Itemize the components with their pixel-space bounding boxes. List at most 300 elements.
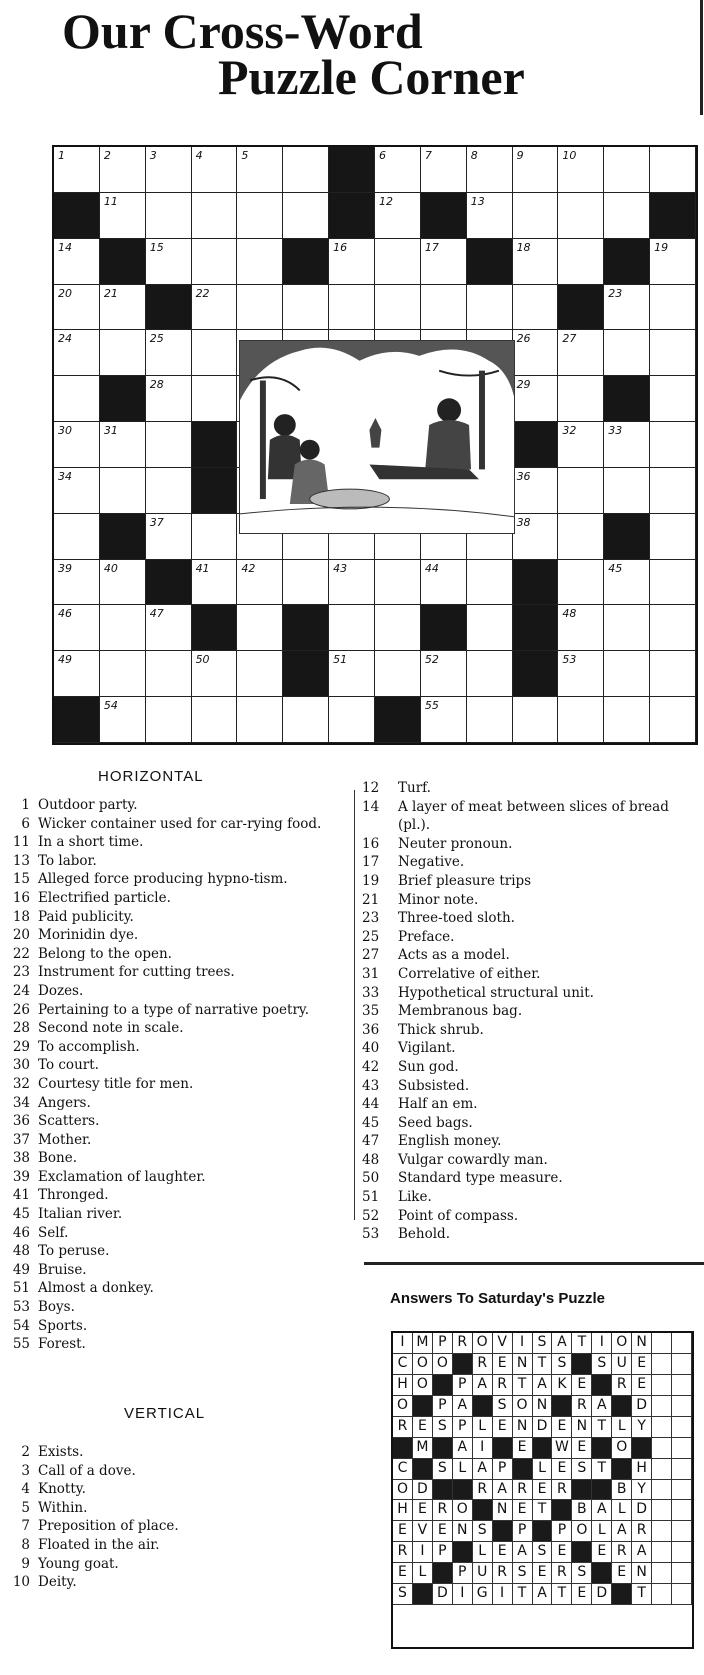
grid-cell [558,193,604,239]
grid-cell [237,560,283,606]
grid-cell [513,422,559,468]
grid-cell [513,239,559,285]
grid-cell [375,697,421,743]
answer-cell: N [632,1563,652,1584]
answer-cell: E [632,1375,652,1396]
grid-cell [283,239,329,285]
answer-cell: P [453,1417,473,1438]
answer-cell [433,1563,453,1584]
clue-item [0,1480,322,1499]
clue-num: 20 [12,927,30,944]
clue-item [0,1443,322,1462]
clue-number: 43 [333,561,348,575]
clue-number: 1 [58,149,65,162]
clue-number: 16 [333,240,348,254]
grid-cell [329,193,375,239]
clue-num: 39 [12,1168,30,1185]
answer-cell [652,1354,672,1375]
clue-num: 29 [12,1038,30,1055]
grid-cell [283,651,329,697]
answers-rule [364,1262,704,1265]
answer-cell [672,1500,692,1521]
grid-cell [604,422,650,468]
answer-cell: O [612,1333,632,1354]
answer-cell [652,1563,672,1584]
clue-text: Wicker container used for car-rying food. [38,815,322,832]
grid-cell [100,376,146,422]
grid-cell [513,605,559,651]
clue-text: Seed bags. [398,1114,473,1131]
clue-num: 26 [12,1001,30,1018]
grid-cell [146,422,192,468]
answer-cell: P [493,1459,513,1480]
clue-item [0,1149,322,1168]
grid-cell [467,239,513,285]
answer-cell [572,1480,592,1501]
clue-num: 14 [362,798,380,815]
grid-cell [54,651,100,697]
clue-number: 19 [654,240,669,254]
grid-cell [192,605,238,651]
answer-cell: W [552,1438,572,1459]
clue-num: 36 [12,1113,30,1130]
clue-text: Alleged force producing hypno-tism. [38,871,288,888]
grid-cell [467,697,513,743]
grid-cell [558,239,604,285]
answer-cell [672,1584,692,1605]
answer-cell [453,1542,473,1563]
clue-number: 22 [195,286,210,300]
clue-item [0,1168,322,1187]
answer-cell [652,1333,672,1354]
answer-cell: L [592,1521,612,1542]
grid-cell [513,193,559,239]
clue-num: 8 [21,1536,30,1553]
clue-num: 5 [21,1499,30,1516]
answer-cell: P [513,1521,533,1542]
clue-item [0,852,322,871]
answer-cell [672,1354,692,1375]
clue-num: 28 [12,1020,30,1037]
grid-cell [192,651,238,697]
clue-item [0,1317,322,1336]
answer-cell: L [533,1459,553,1480]
clue-text: To peruse. [38,1243,110,1260]
clue-item [362,853,704,872]
answers-grid [391,1331,694,1649]
answer-cell: V [493,1333,513,1354]
answer-cell [433,1375,453,1396]
clue-text: Vigilant. [398,1040,456,1057]
clue-number: 50 [195,653,210,667]
clue-text: Boys. [38,1299,75,1316]
grid-cell [604,285,650,331]
grid-cell [604,376,650,422]
clue-num: 27 [362,947,380,964]
grid-cell [192,560,238,606]
answer-cell [413,1584,433,1605]
grid-cell [375,605,421,651]
column-divider [354,790,355,1220]
grid-cell [283,193,329,239]
clue-text: In a short time. [38,834,144,851]
clue-number: 15 [149,240,164,254]
clue-text: Electrified particle. [38,889,171,906]
clue-item [0,1261,322,1280]
grid-cell [558,330,604,376]
grid-cell [604,560,650,606]
grid-cell [329,147,375,193]
clue-text: Italian river. [38,1206,123,1223]
answer-cell: P [552,1521,572,1542]
answer-cell: R [552,1480,572,1501]
clue-number: 51 [333,653,348,667]
clue-text: Membranous bag. [398,1003,523,1020]
grid-cell [375,560,421,606]
clue-item [0,908,322,927]
answer-cell: A [552,1333,572,1354]
clue-item [362,1095,704,1114]
answer-cell: L [612,1417,632,1438]
clue-number: 30 [58,424,72,438]
grid-cell [146,285,192,331]
answer-cell: A [592,1396,612,1417]
clue-item [362,798,704,835]
clue-item [0,1517,322,1536]
vertical-clues-left [0,1443,322,1592]
clue-item [0,889,322,908]
clue-number: 37 [149,515,164,529]
clue-item [362,872,704,891]
grid-cell [237,239,283,285]
grid-cell [329,239,375,285]
grid-cell [467,193,513,239]
clue-num: 51 [362,1189,380,1206]
answer-cell: E [552,1542,572,1563]
clue-num: 53 [12,1299,30,1316]
answer-cell [453,1354,473,1375]
grid-cell [513,330,559,376]
answer-cell: T [592,1417,612,1438]
answer-cell: E [572,1438,592,1459]
answer-cell: S [572,1563,592,1584]
answer-cell: B [572,1500,592,1521]
answer-cell: S [473,1521,493,1542]
answer-cell: P [433,1333,453,1354]
clue-item [362,1225,704,1244]
grid-cell [421,697,467,743]
answer-cell [572,1354,592,1375]
clue-text: Paid publicity. [38,908,134,925]
grid-cell [421,239,467,285]
answer-cell: Y [632,1417,652,1438]
grid-cell [237,697,283,743]
grid-cell [604,147,650,193]
clue-text: Preface. [398,928,455,945]
grid-cell [100,468,146,514]
answer-cell: S [533,1333,553,1354]
answer-cell: O [413,1354,433,1375]
answer-cell: O [453,1500,473,1521]
clue-number: 34 [58,469,72,483]
clue-text: Minor note. [398,891,479,908]
clue-item [362,928,704,947]
grid-cell [650,147,696,193]
clue-text: Neuter pronoun. [398,835,513,852]
clue-number: 4 [195,149,203,162]
answer-cell: A [453,1396,473,1417]
grid-cell [192,285,238,331]
answer-cell: S [493,1396,513,1417]
clue-text: Forest. [38,1336,86,1353]
clue-number: 40 [103,561,118,575]
answer-cell: E [572,1375,592,1396]
grid-cell [54,285,100,331]
answer-cell: T [632,1584,652,1605]
answer-cell [592,1480,612,1501]
answer-cell: P [433,1542,453,1563]
answer-cell: N [453,1521,473,1542]
clue-number: 21 [103,286,118,300]
answer-cell: T [513,1375,533,1396]
clue-num: 48 [362,1151,380,1168]
clue-num: 40 [362,1040,380,1057]
grid-cell [237,147,283,193]
answer-cell: E [413,1417,433,1438]
grid-cell [237,651,283,697]
clue-item [0,1038,322,1057]
answer-cell: A [513,1542,533,1563]
clue-num: 55 [12,1336,30,1353]
answer-cell: O [572,1521,592,1542]
clue-number: 20 [58,286,72,300]
grid-cell [192,330,238,376]
clue-text: Preposition of place. [38,1518,179,1535]
answer-cell: R [473,1354,493,1375]
clue-number: 9 [516,149,524,162]
grid-cell [513,514,559,560]
answer-cell [552,1500,572,1521]
clue-num: 12 [362,780,380,796]
clue-text: Behold. [398,1226,450,1243]
clue-item [0,1056,322,1075]
clue-num: 13 [12,852,30,869]
grid-cell [558,376,604,422]
grid-cell [146,514,192,560]
clue-number: 10 [562,149,577,162]
clue-num: 24 [12,982,30,999]
clue-item [0,926,322,945]
clue-item [362,1077,704,1096]
answer-cell: H [632,1459,652,1480]
grid-cell [54,422,100,468]
clue-num: 53 [362,1226,380,1243]
grid-cell [650,285,696,331]
clue-text: Instrument for cutting trees. [38,964,235,981]
vertical-heading: VERTICAL [124,1405,206,1422]
grid-cell [237,193,283,239]
clue-num: 48 [12,1243,30,1260]
clue-text: Floated in the air. [38,1536,160,1553]
answer-cell: I [513,1333,533,1354]
clue-num: 17 [362,854,380,871]
clue-num: 19 [362,872,380,889]
clue-item [362,1188,704,1207]
answer-cell: T [552,1584,572,1605]
grid-cell [604,239,650,285]
answer-cell [652,1438,672,1459]
crossword-grid [52,145,698,745]
answer-cell: D [413,1480,433,1501]
clue-item [362,779,704,798]
grid-cell [192,468,238,514]
clue-num: 3 [21,1462,30,1479]
clue-text: Correlative of either. [398,965,541,982]
answer-cell [672,1438,692,1459]
clue-num: 45 [12,1206,30,1223]
grid-cell [54,330,100,376]
answer-cell [572,1542,592,1563]
clue-text: To accomplish. [38,1038,140,1055]
clue-item [362,1132,704,1151]
answer-cell: G [473,1584,493,1605]
clue-num: 38 [12,1150,30,1167]
answer-cell [652,1521,672,1542]
answer-cell [612,1396,632,1417]
answer-cell: A [473,1459,493,1480]
answer-cell: H [393,1375,413,1396]
grid-cell [650,239,696,285]
answer-cell [672,1333,692,1354]
answer-cell: O [513,1396,533,1417]
clue-item [0,1499,322,1518]
answer-cell: L [453,1459,473,1480]
answer-cell: R [552,1563,572,1584]
clue-text: Thronged. [38,1187,109,1204]
grid-cell [650,376,696,422]
answer-cell [672,1396,692,1417]
answer-cell [473,1500,493,1521]
clue-number: 18 [516,240,531,254]
grid-cell [54,468,100,514]
clue-item [0,1555,322,1574]
answer-cell: S [433,1459,453,1480]
answer-cell [672,1521,692,1542]
answer-cell: C [393,1459,413,1480]
clue-number: 27 [562,332,577,346]
answer-cell: N [572,1417,592,1438]
clue-number: 48 [562,607,577,621]
clue-item [0,963,322,982]
grid-cell [650,605,696,651]
clue-item [362,909,704,928]
clue-text: Outdoor party. [38,797,138,813]
answer-cell: A [533,1375,553,1396]
grid-cell [513,651,559,697]
clue-text: A layer of meat between slices of bread (pl.). [398,798,669,834]
answer-cell [592,1438,612,1459]
grid-cell [513,560,559,606]
grid-cell [467,147,513,193]
clue-number: 3 [149,149,157,162]
grid-cell [558,697,604,743]
clue-num: 47 [362,1133,380,1150]
answer-cell: S [592,1354,612,1375]
answer-cell [592,1563,612,1584]
clue-text: English money. [398,1133,502,1150]
answer-cell: V [413,1521,433,1542]
grid-cell [375,285,421,331]
clue-number: 8 [470,149,478,162]
answer-cell: O [473,1333,493,1354]
clue-item [362,1169,704,1188]
clue-text: Pertaining to a type of narrative poetry. [38,1001,310,1018]
grid-cell [192,376,238,422]
grid-cell [146,193,192,239]
grid-cell [329,560,375,606]
clue-text: Courtesy title for men. [38,1075,194,1092]
answer-cell: E [572,1584,592,1605]
answer-cell [672,1417,692,1438]
clue-number: 29 [516,378,531,392]
clue-number: 38 [516,515,531,529]
clue-item [0,945,322,964]
grid-cell [421,605,467,651]
answer-cell [652,1480,672,1501]
answer-cell [652,1500,672,1521]
clue-item [0,1112,322,1131]
answer-cell: S [533,1542,553,1563]
answer-cell: E [493,1542,513,1563]
grid-cell [604,330,650,376]
clue-item [0,1224,322,1243]
grid-cell [650,651,696,697]
clue-item [362,965,704,984]
answer-cell [632,1438,652,1459]
answer-cell: N [533,1396,553,1417]
answer-cell [612,1584,632,1605]
clue-number: 2 [103,149,111,162]
answer-cell: C [393,1354,413,1375]
clue-item [362,1021,704,1040]
grid-cell [650,330,696,376]
clue-item [362,835,704,854]
grid-cell [329,605,375,651]
clue-item [0,1298,322,1317]
grid-cell [192,193,238,239]
title-line-2: Puzzle Corner [218,49,525,105]
answer-cell [672,1542,692,1563]
answer-cell: R [393,1542,413,1563]
answer-cell: M [413,1438,433,1459]
clue-item [0,815,322,834]
grid-cell [146,376,192,422]
answer-cell: N [632,1333,652,1354]
clue-item [0,1094,322,1113]
clue-text: Vulgar cowardly man. [398,1151,548,1168]
clue-item [0,1242,322,1261]
grid-cell [558,147,604,193]
clue-number: 13 [470,194,485,208]
grid-cell [192,514,238,560]
clue-number: 52 [424,653,439,667]
answer-cell: E [632,1354,652,1375]
answer-cell: O [393,1480,413,1501]
clue-text: Negative. [398,854,465,871]
answer-cell: S [393,1584,413,1605]
answer-cell [433,1438,453,1459]
clue-number: 31 [103,424,118,438]
